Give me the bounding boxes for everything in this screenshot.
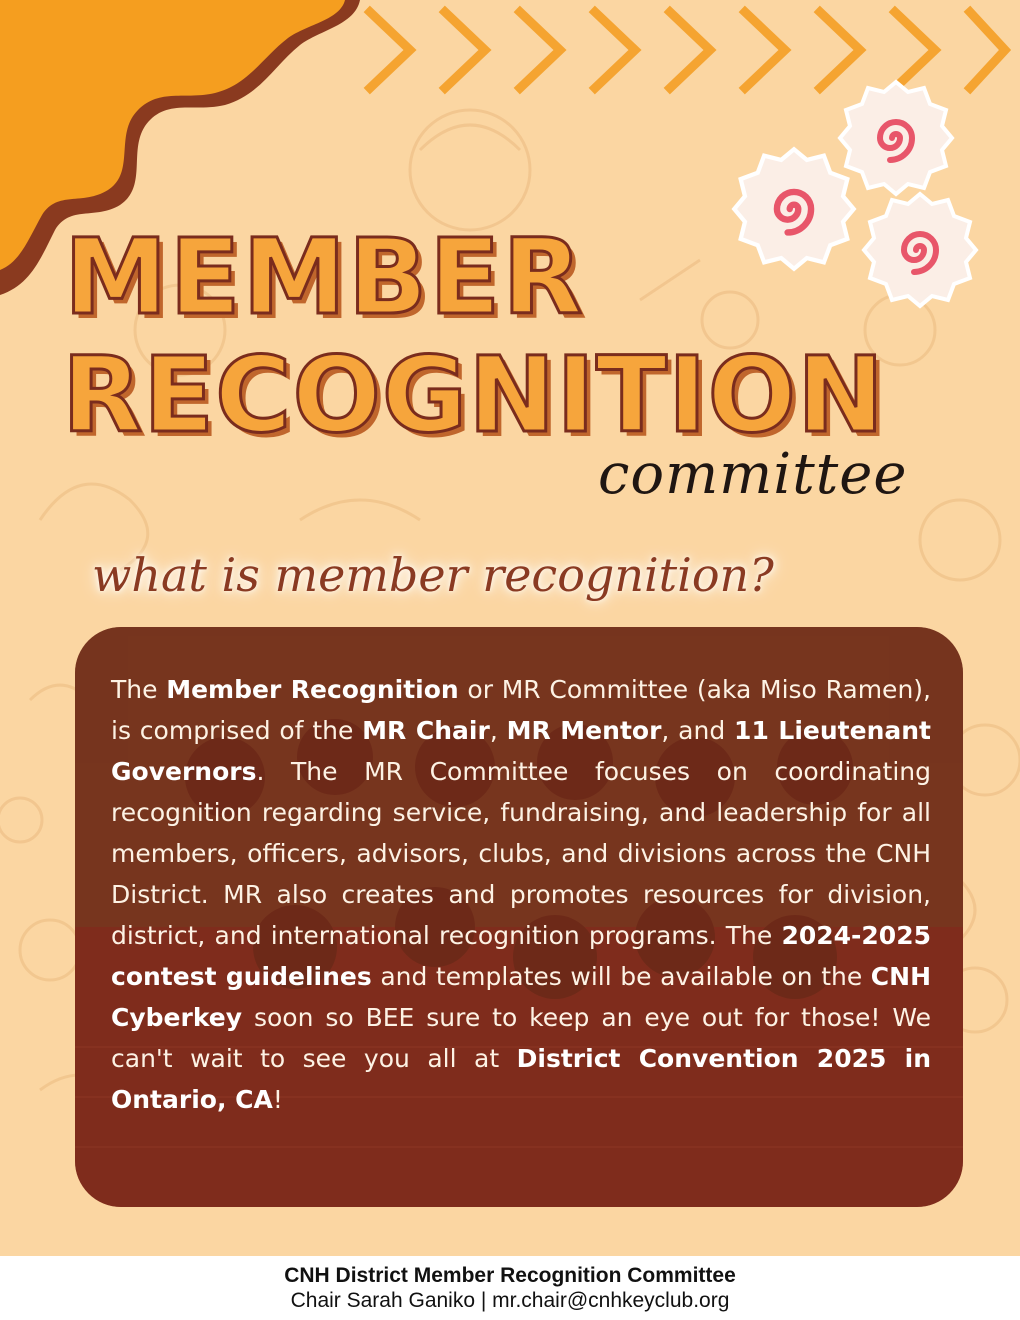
- naruto-fishcake-icon: [730, 145, 858, 273]
- text-run: !: [272, 1085, 283, 1114]
- title-committee-script: committee: [598, 442, 908, 507]
- bold-phrase: Member Recognition: [166, 675, 459, 704]
- text-run: The: [111, 675, 167, 704]
- bold-phrase: 2024-2025 contest guidelines: [111, 921, 931, 991]
- text-run: ,: [489, 716, 507, 745]
- text-run: , and: [661, 716, 735, 745]
- text-run: or MR Committee (aka Miso Ramen), is comprised of the: [111, 675, 931, 745]
- naruto-fishcake-icon: [860, 190, 980, 310]
- footer: [0, 1256, 1020, 1320]
- footer-title: CNH District Member Recognition Committee: [284, 1264, 736, 1287]
- footer-contact: Chair Sarah Ganiko | mr.chair@cnhkeyclub.org: [290, 1289, 730, 1312]
- bold-phrase: District Convention 2025 in Ontario, CA: [111, 1044, 931, 1114]
- title-recognition: RECOGNITION: [62, 334, 886, 456]
- info-box: [75, 627, 963, 1207]
- text-run: . The MR Committee focuses on coordinating recognition regarding service, fundraising, and leadership for all members, officers, advisors, clubs, and divisions across the CNH District. MR also creates and promotes resources for division, district, and international recognition programs. The: [111, 757, 931, 950]
- section-heading-question: what is member recognition?: [92, 548, 774, 602]
- text-run: and templates will be available on the: [371, 962, 871, 991]
- bold-phrase: MR Chair: [362, 716, 490, 745]
- title-member: MEMBER: [64, 216, 585, 338]
- description-paragraph: [111, 669, 931, 1120]
- text-run: soon so BEE sure to keep an eye out for those! We can't wait to see you all at: [111, 1003, 931, 1073]
- bold-phrase: 11 Lieutenant Governors: [111, 716, 931, 786]
- bold-phrase: CNH Cyberkey: [111, 962, 931, 1032]
- bold-phrase: MR Mentor: [506, 716, 662, 745]
